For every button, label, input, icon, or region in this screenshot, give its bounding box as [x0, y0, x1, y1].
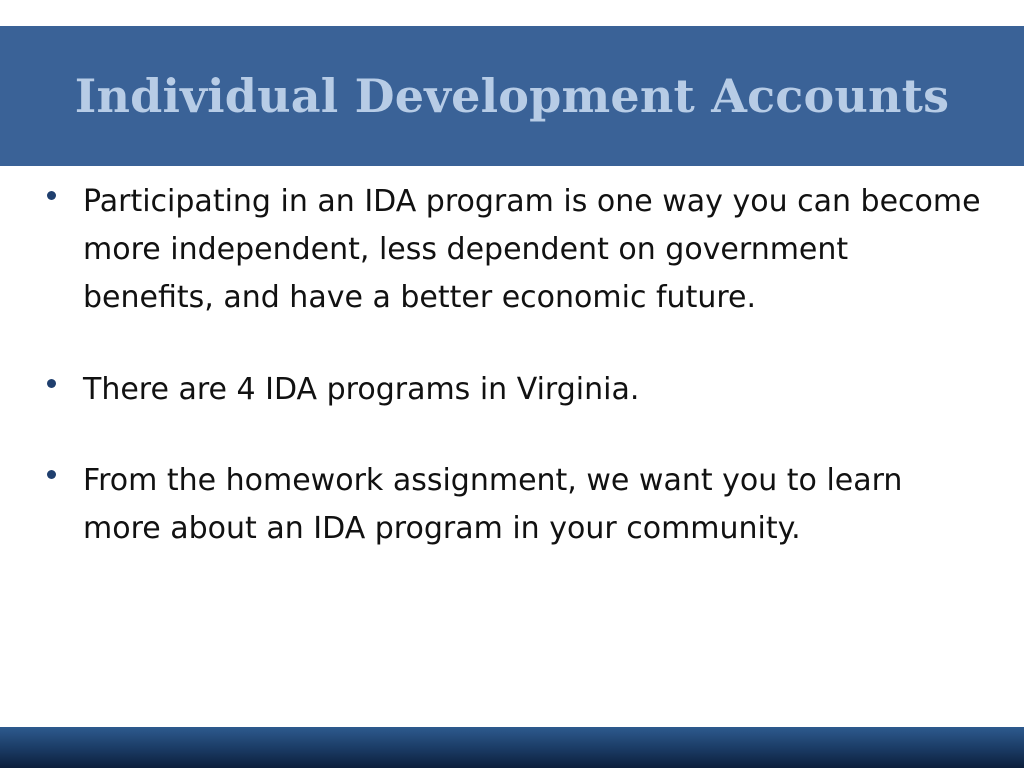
bullet-dot-icon — [47, 191, 56, 200]
title-banner — [0, 26, 1024, 166]
bullet-text: Participating in an IDA program is one way you can become more independent, less dependent on government benefits, and have a better economic future. — [83, 184, 981, 315]
bullet-dot-icon — [47, 379, 56, 388]
footer-bar — [0, 727, 1024, 768]
bullet-dot-icon — [47, 470, 56, 479]
bullet-item — [44, 457, 984, 553]
slide-title: Individual Development Accounts — [74, 69, 950, 123]
bullet-text: There are 4 IDA programs in Virginia. — [83, 372, 640, 407]
slide-content — [44, 178, 984, 553]
bullet-list — [44, 178, 984, 553]
bullet-text: From the homework assignment, we want you to learn more about an IDA program in your community. — [83, 463, 903, 546]
bullet-item — [44, 178, 984, 322]
bullet-item — [44, 366, 984, 414]
